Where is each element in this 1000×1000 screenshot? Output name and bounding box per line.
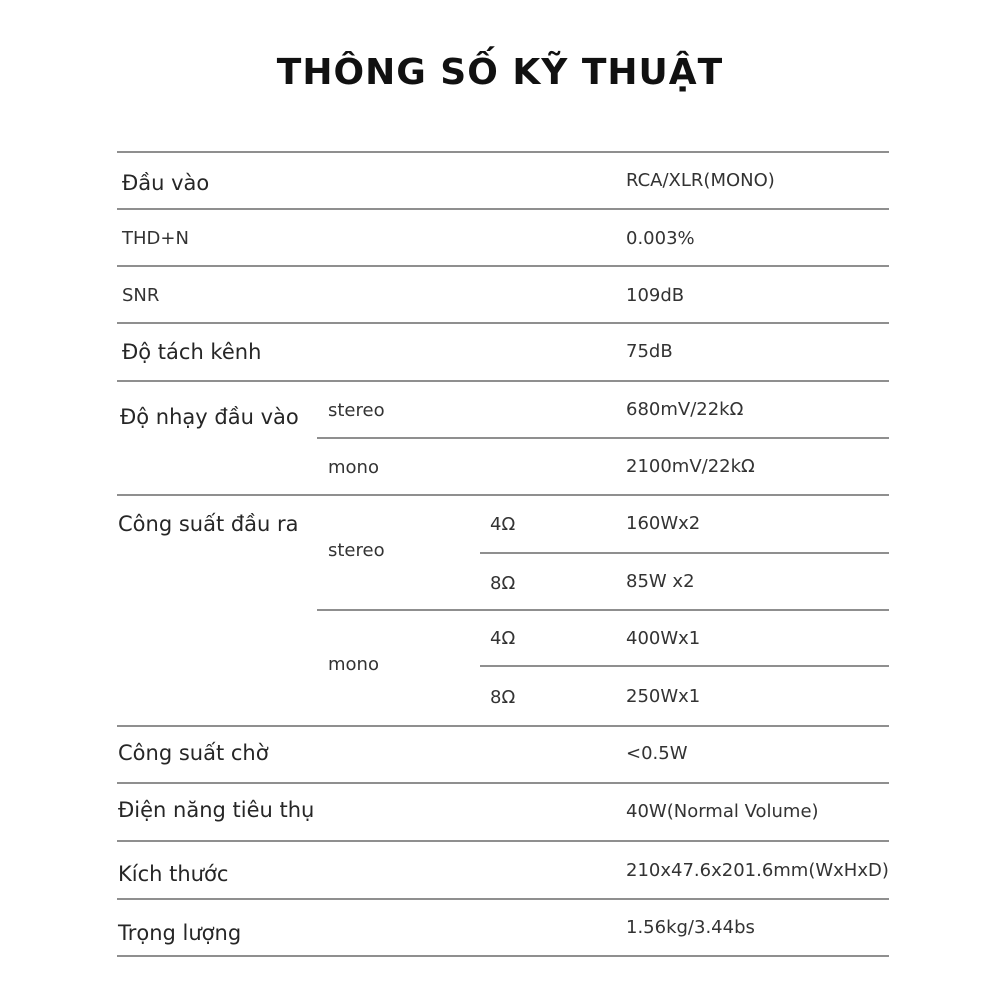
row-value-thd: 0.003% bbox=[626, 228, 695, 249]
output-mono-8ohm-load: 8Ω bbox=[490, 687, 516, 708]
row-value-snr: 109dB bbox=[626, 285, 685, 306]
sensitivity-stereo-label: stereo bbox=[328, 400, 385, 421]
row-label-sensitivity: Độ nhạy đầu vào bbox=[120, 405, 299, 429]
table-top-border bbox=[117, 151, 889, 153]
output-mono-8ohm-value: 250Wx1 bbox=[626, 686, 701, 707]
row-value-weight: 1.56kg/3.44bs bbox=[626, 917, 755, 938]
row-label-separation: Độ tách kênh bbox=[122, 340, 262, 364]
row-divider bbox=[117, 898, 889, 900]
output-mono-label: mono bbox=[328, 654, 379, 675]
row-divider bbox=[117, 380, 889, 382]
row-divider bbox=[117, 265, 889, 267]
output-stereo-4ohm-load: 4Ω bbox=[490, 514, 516, 535]
row-label-snr: SNR bbox=[122, 285, 160, 306]
page-title: THÔNG SỐ KỸ THUẬT bbox=[276, 52, 724, 93]
output-stereo-8ohm-value: 85W x2 bbox=[626, 571, 695, 592]
sub-row-divider bbox=[480, 552, 889, 554]
sensitivity-mono-value: 2100mV/22kΩ bbox=[626, 456, 755, 477]
row-divider bbox=[117, 725, 889, 727]
sensitivity-stereo-value: 680mV/22kΩ bbox=[626, 399, 744, 420]
output-mono-4ohm-load: 4Ω bbox=[490, 628, 516, 649]
row-label-dimensions: Kích thước bbox=[118, 862, 229, 886]
row-label-output-power: Công suất đầu ra bbox=[118, 512, 299, 536]
row-label-standby: Công suất chờ bbox=[118, 741, 269, 765]
table-bottom-border bbox=[117, 955, 889, 957]
row-value-consumption: 40W(Normal Volume) bbox=[626, 801, 819, 822]
row-value-separation: 75dB bbox=[626, 341, 673, 362]
sub-row-divider bbox=[317, 609, 889, 611]
sub-row-divider bbox=[480, 665, 889, 667]
row-label-consumption: Điện năng tiêu thụ bbox=[118, 798, 315, 822]
row-label-input: Đầu vào bbox=[122, 171, 210, 195]
row-divider bbox=[117, 840, 889, 842]
row-value-input: RCA/XLR(MONO) bbox=[626, 170, 775, 191]
output-mono-4ohm-value: 400Wx1 bbox=[626, 628, 701, 649]
output-stereo-8ohm-load: 8Ω bbox=[490, 573, 516, 594]
row-value-dimensions: 210x47.6x201.6mm(WxHxD) bbox=[626, 860, 889, 881]
row-label-thd: THD+N bbox=[122, 228, 189, 249]
output-stereo-4ohm-value: 160Wx2 bbox=[626, 513, 701, 534]
row-divider bbox=[117, 322, 889, 324]
row-divider bbox=[117, 208, 889, 210]
output-stereo-label: stereo bbox=[328, 540, 385, 561]
sub-row-divider bbox=[317, 437, 889, 439]
row-divider bbox=[117, 782, 889, 784]
row-divider bbox=[117, 494, 889, 496]
row-label-weight: Trọng lượng bbox=[118, 921, 242, 945]
row-value-standby: <0.5W bbox=[626, 743, 688, 764]
sensitivity-mono-label: mono bbox=[328, 457, 379, 478]
